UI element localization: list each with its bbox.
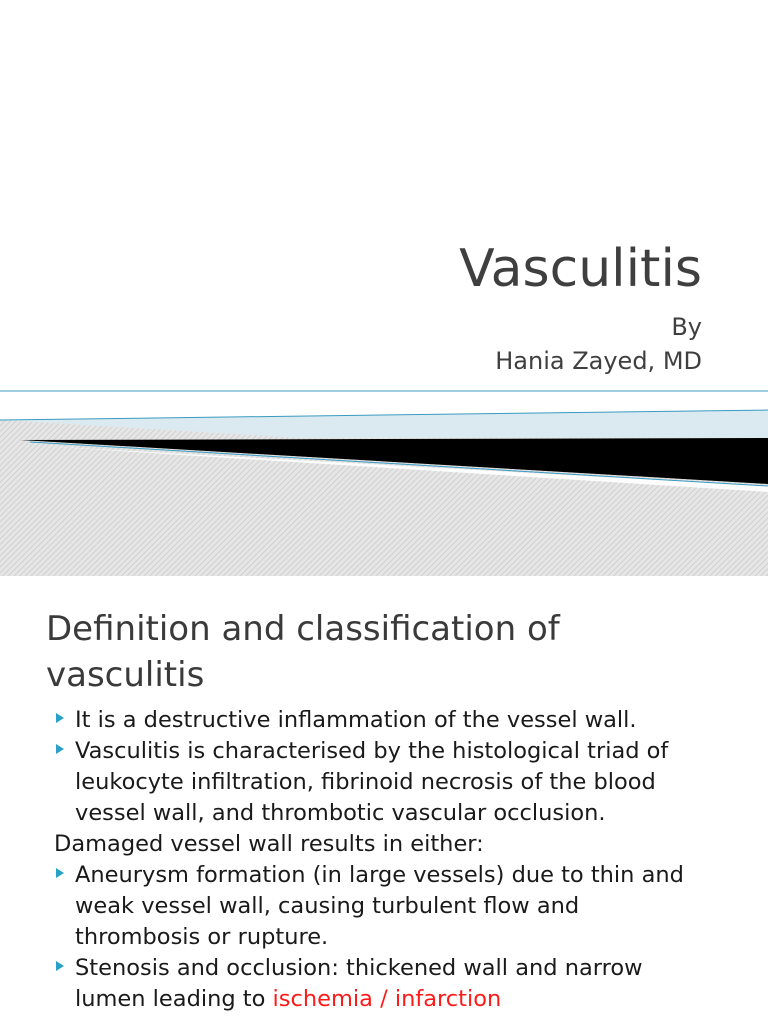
paragraph: Damaged vessel wall results in either: [54,831,484,857]
by-label: By [671,313,702,341]
list-item [54,860,744,953]
heading-line: vasculitis [46,655,205,695]
list-item [54,736,744,829]
list-item-text [75,984,744,1015]
list-item-text: Stenosis and occlusion: thickened wall and narrow [75,955,643,981]
list-item [54,953,744,1015]
triangle-bullet-icon [56,868,64,878]
triangle-bullet-icon [56,744,64,754]
definition-slide [0,576,768,1024]
list-item-text: leukocyte infiltration, fibrinoid necrosis of the blood [75,769,656,795]
slide-heading [46,606,736,698]
list-item-text: vessel wall, and thrombotic vascular occlusion. [75,800,606,826]
decorative-stripes [0,380,768,576]
author-name: Hania Zayed, MD [495,347,702,375]
list-item-text: It is a destructive inflammation of the vessel wall. [75,707,637,733]
triangle-bullet-icon [56,961,64,971]
list-item [54,705,744,736]
text-run: lumen leading to [75,986,273,1012]
list-item-text: thrombosis or rupture. [75,924,329,950]
triangle-bullet-icon [56,713,64,723]
list-item-text: weak vessel wall, causing turbulent flow and [75,893,580,919]
list-item-text: Vasculitis is characterised by the histological triad of [75,738,669,764]
slide-title: Vasculitis [459,239,702,299]
list-item-text: Aneurysm formation (in large vessels) due to thin and [75,862,684,888]
slide-subtitle [495,310,702,378]
highlighted-text: ischemia / infarction [272,986,502,1012]
slide-body [54,705,744,1015]
heading-line: Definition and classification of [46,609,560,649]
